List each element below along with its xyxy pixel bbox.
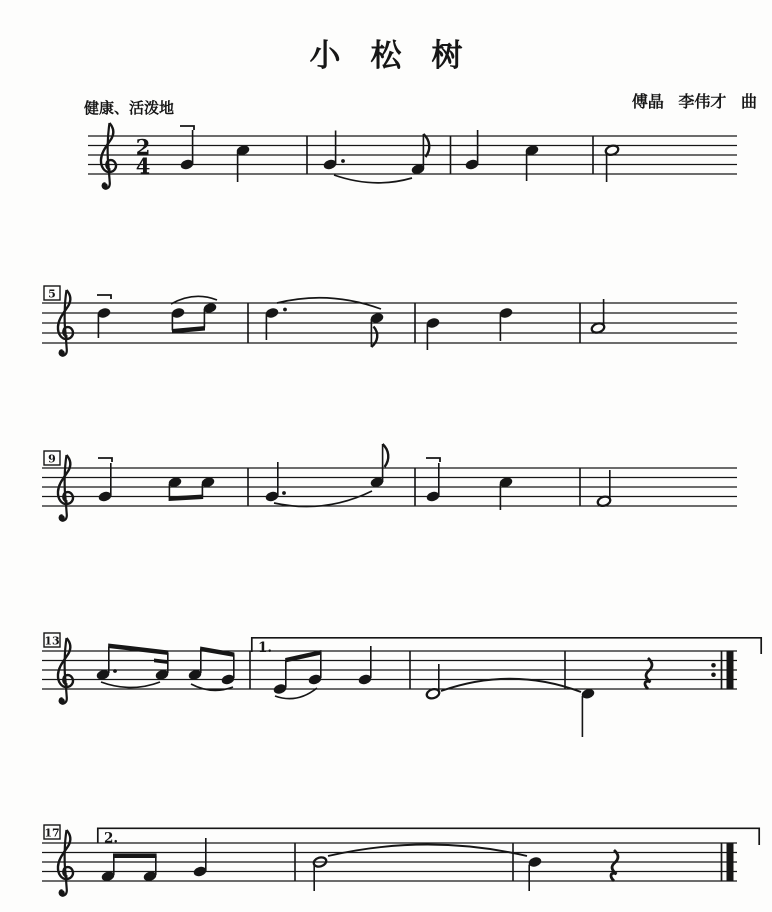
beam	[169, 495, 204, 502]
beam	[108, 644, 168, 656]
beam	[200, 647, 234, 658]
measure-number-label: 13	[44, 634, 60, 648]
marcato-mark	[180, 126, 194, 130]
system-3	[42, 444, 737, 521]
stems-2	[98, 299, 603, 350]
time-sig-numerator: 2	[135, 134, 151, 160]
notes-system-4	[96, 644, 652, 738]
clef-5	[58, 830, 73, 896]
measure-number-label: 5	[48, 287, 56, 301]
measure-number-label: 17	[44, 826, 60, 840]
measure-number-box-5	[44, 286, 60, 301]
system-5	[42, 825, 759, 896]
beam-sixteenth	[154, 659, 168, 665]
slur	[334, 175, 412, 183]
beam	[113, 854, 157, 859]
piece-title: 小松树	[309, 38, 493, 74]
tie	[328, 845, 527, 857]
volta-1-label: 1.	[258, 640, 273, 656]
measure-number-box-17	[44, 825, 60, 840]
measure-number-box-9	[44, 451, 60, 466]
marcato-mark	[97, 295, 111, 299]
composer-credit: 傅晶 李伟才 曲	[631, 92, 757, 111]
quarter-rest	[645, 658, 652, 689]
staff-lines-2	[42, 303, 737, 343]
staff-lines-3	[42, 468, 737, 506]
system-4	[42, 633, 761, 737]
marcato-mark	[98, 458, 112, 462]
slur	[101, 682, 160, 688]
stems-4	[109, 646, 583, 737]
volta-bracket-1	[252, 638, 761, 656]
time-signature	[136, 135, 151, 179]
measure-number-label: 9	[48, 452, 56, 466]
notes-system-5	[101, 838, 618, 891]
clef-1	[101, 123, 116, 189]
volta-2-label: 2.	[104, 830, 119, 847]
eighth-flag	[383, 444, 389, 467]
eighth-flag-down	[371, 327, 377, 348]
time-sig-denominator: 4	[135, 153, 151, 179]
tempo-marking: 健康、活泼地	[84, 99, 175, 117]
clef-4	[58, 638, 73, 704]
tie	[441, 679, 581, 692]
system-1	[88, 123, 737, 189]
marcato-mark	[426, 458, 440, 462]
staff-lines-4	[42, 651, 737, 689]
slur	[274, 491, 372, 507]
quarter-rest	[611, 850, 618, 881]
measure-number-box-13	[44, 633, 60, 648]
system-2	[42, 286, 737, 356]
